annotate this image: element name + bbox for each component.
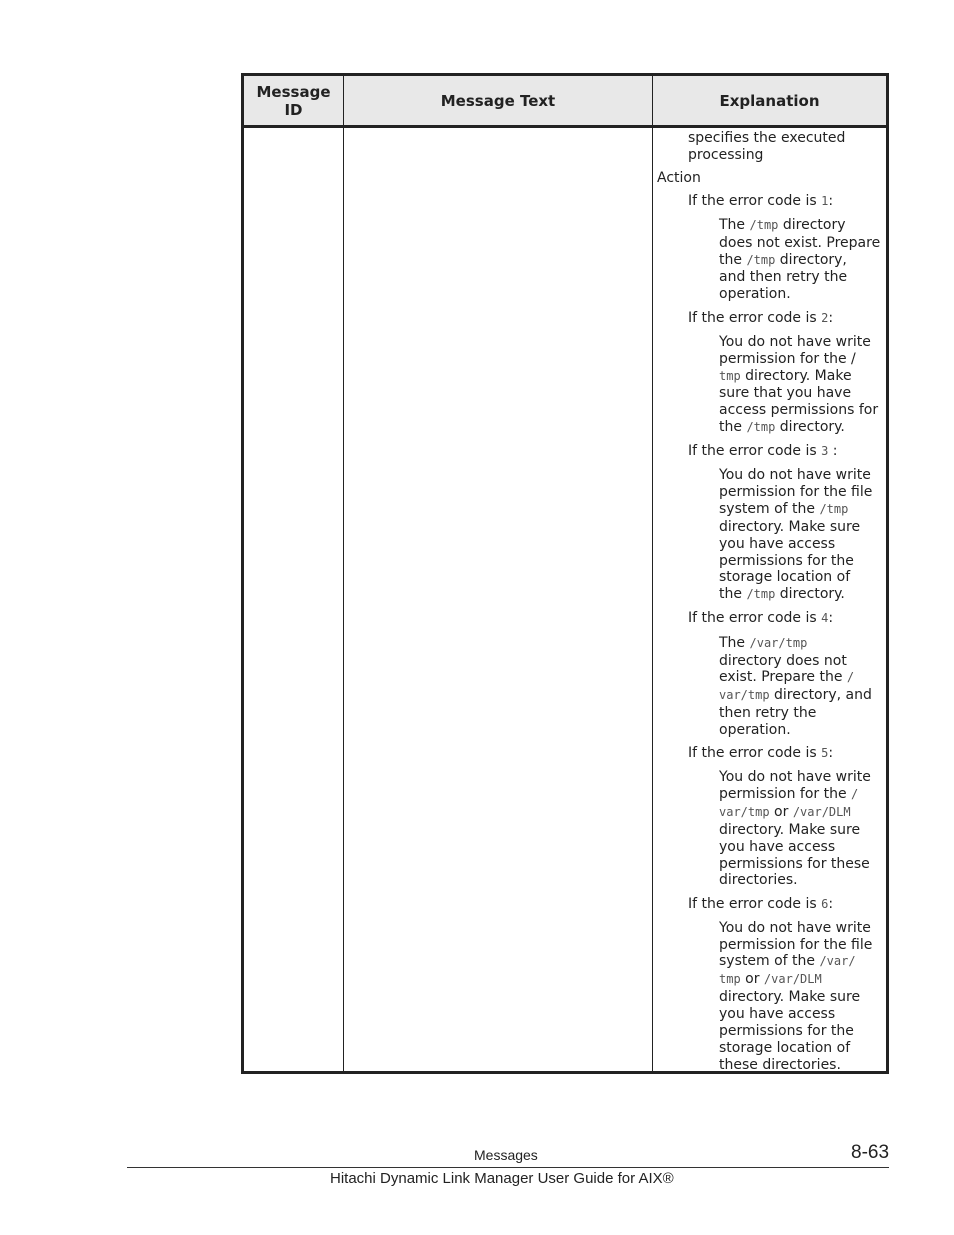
case-text [719,669,854,686]
case-text [719,217,846,234]
code-run: /tmp [746,253,776,267]
case-text [719,419,845,436]
code-run: /var/ [819,954,856,968]
text-run: The [719,217,750,233]
case-text [719,971,822,988]
text-run: or [740,971,764,987]
case-text: permissions for the [719,1023,854,1039]
text-run: permission for the [719,786,852,802]
case-suffix: : [828,896,834,912]
case-code: 6 [821,897,829,911]
text-run: or [769,804,793,820]
case-code: 4 [821,611,829,625]
case-text: sure that you have [719,385,852,401]
text-run: exist. Prepare the [719,669,847,685]
case-text: directory. Make sure [719,989,861,1005]
code-run: /tmp [819,502,849,516]
case-code: 1 [821,194,829,208]
code-run: / [851,787,859,801]
case-text: these directories. [719,1057,841,1073]
code-run: /var/tmp [749,636,808,650]
footer-section-title: Messages [474,1147,538,1163]
text-run: system of the [719,501,820,517]
code-run: / [846,670,855,684]
error-code-case [688,896,833,913]
message-table [241,73,889,1074]
case-text: permission for the file [719,484,873,500]
case-text [719,635,807,652]
case-text: storage location of [719,1040,851,1056]
case-text: You do not have write [719,334,871,350]
case-text: directory does not [719,653,847,669]
case-text [719,501,848,518]
case-text [719,687,872,704]
case-text: directory. Make sure [719,822,861,838]
code-run: /tmp [746,420,776,434]
error-code-case [688,310,833,327]
case-prefix: If the error code is [688,896,822,912]
text-run: the [719,419,747,435]
case-text: storage location of [719,569,851,585]
error-code-case [688,745,833,762]
header-message-text: Message Text [440,91,556,110]
explanation-line: processing [688,147,764,163]
header-message-id-line1: Message [256,82,331,101]
text-run: directory, [775,252,847,268]
case-prefix: If the error code is [688,610,822,626]
explanation-line: specifies the executed [688,130,846,146]
text-run: the [719,586,747,602]
text-run: directory. Make [740,368,852,384]
text-run: The [719,635,750,651]
table-header-row [244,76,886,128]
text-run: system of the [719,953,820,969]
case-text: operation. [719,286,791,302]
text-run: directory. [775,586,845,602]
code-run: /var/DLM [792,805,851,819]
case-text [719,786,858,803]
column-divider-2 [652,76,653,1071]
action-heading: Action [657,170,701,186]
case-suffix: : [828,310,834,326]
case-text: You do not have write [719,467,871,483]
error-code-case [688,610,833,627]
header-explanation: Explanation [719,91,820,110]
code-run: /var/DLM [763,972,822,986]
case-text [719,252,847,269]
case-text [719,953,856,970]
case-text: permissions for these [719,856,870,872]
column-divider-1 [343,76,344,1071]
text-run: directory [778,217,846,233]
case-text: permissions for the [719,553,854,569]
code-run: var/tmp [719,688,770,702]
case-suffix: : [828,443,838,459]
code-run: /tmp [749,218,779,232]
header-message-id-line2: ID [284,100,303,119]
case-text: access permissions for [719,402,879,418]
case-text: you have access [719,839,836,855]
case-code: 2 [821,311,829,325]
code-run: tmp [719,972,741,986]
case-text: directories. [719,872,798,888]
explanation-cell [657,129,886,1071]
code-run: /tmp [746,587,776,601]
text-run: directory. [775,419,845,435]
case-text: and then retry the [719,269,848,285]
case-suffix: : [828,745,834,761]
page-number: 8-63 [851,1142,890,1163]
case-text: operation. [719,722,791,738]
case-code: 5 [821,746,829,760]
case-text: You do not have write [719,920,871,936]
case-text [719,368,852,385]
footer-divider [127,1167,889,1168]
case-prefix: If the error code is [688,443,822,459]
case-text: permission for the / [719,351,856,367]
header-message-id [244,76,343,125]
case-text: permission for the file [719,937,873,953]
case-text: you have access [719,536,836,552]
case-code: 3 [821,444,829,458]
case-prefix: If the error code is [688,310,822,326]
error-code-case [688,443,838,460]
code-run: tmp [719,369,741,383]
case-text: you have access [719,1006,836,1022]
case-suffix: : [828,610,834,626]
case-text: directory. Make sure [719,519,861,535]
case-text: does not exist. Prepare [719,235,881,251]
text-run: directory, and [769,687,872,703]
case-text: You do not have write [719,769,871,785]
case-suffix: : [828,193,834,209]
case-prefix: If the error code is [688,745,822,761]
text-run: the [719,252,747,268]
case-text [719,586,845,603]
error-code-case [688,193,833,210]
code-run: var/tmp [719,805,770,819]
case-text [719,804,851,821]
footer-guide-title: Hitachi Dynamic Link Manager User Guide for AIX® [330,1170,674,1187]
case-prefix: If the error code is [688,193,822,209]
case-text: then retry the [719,705,817,721]
